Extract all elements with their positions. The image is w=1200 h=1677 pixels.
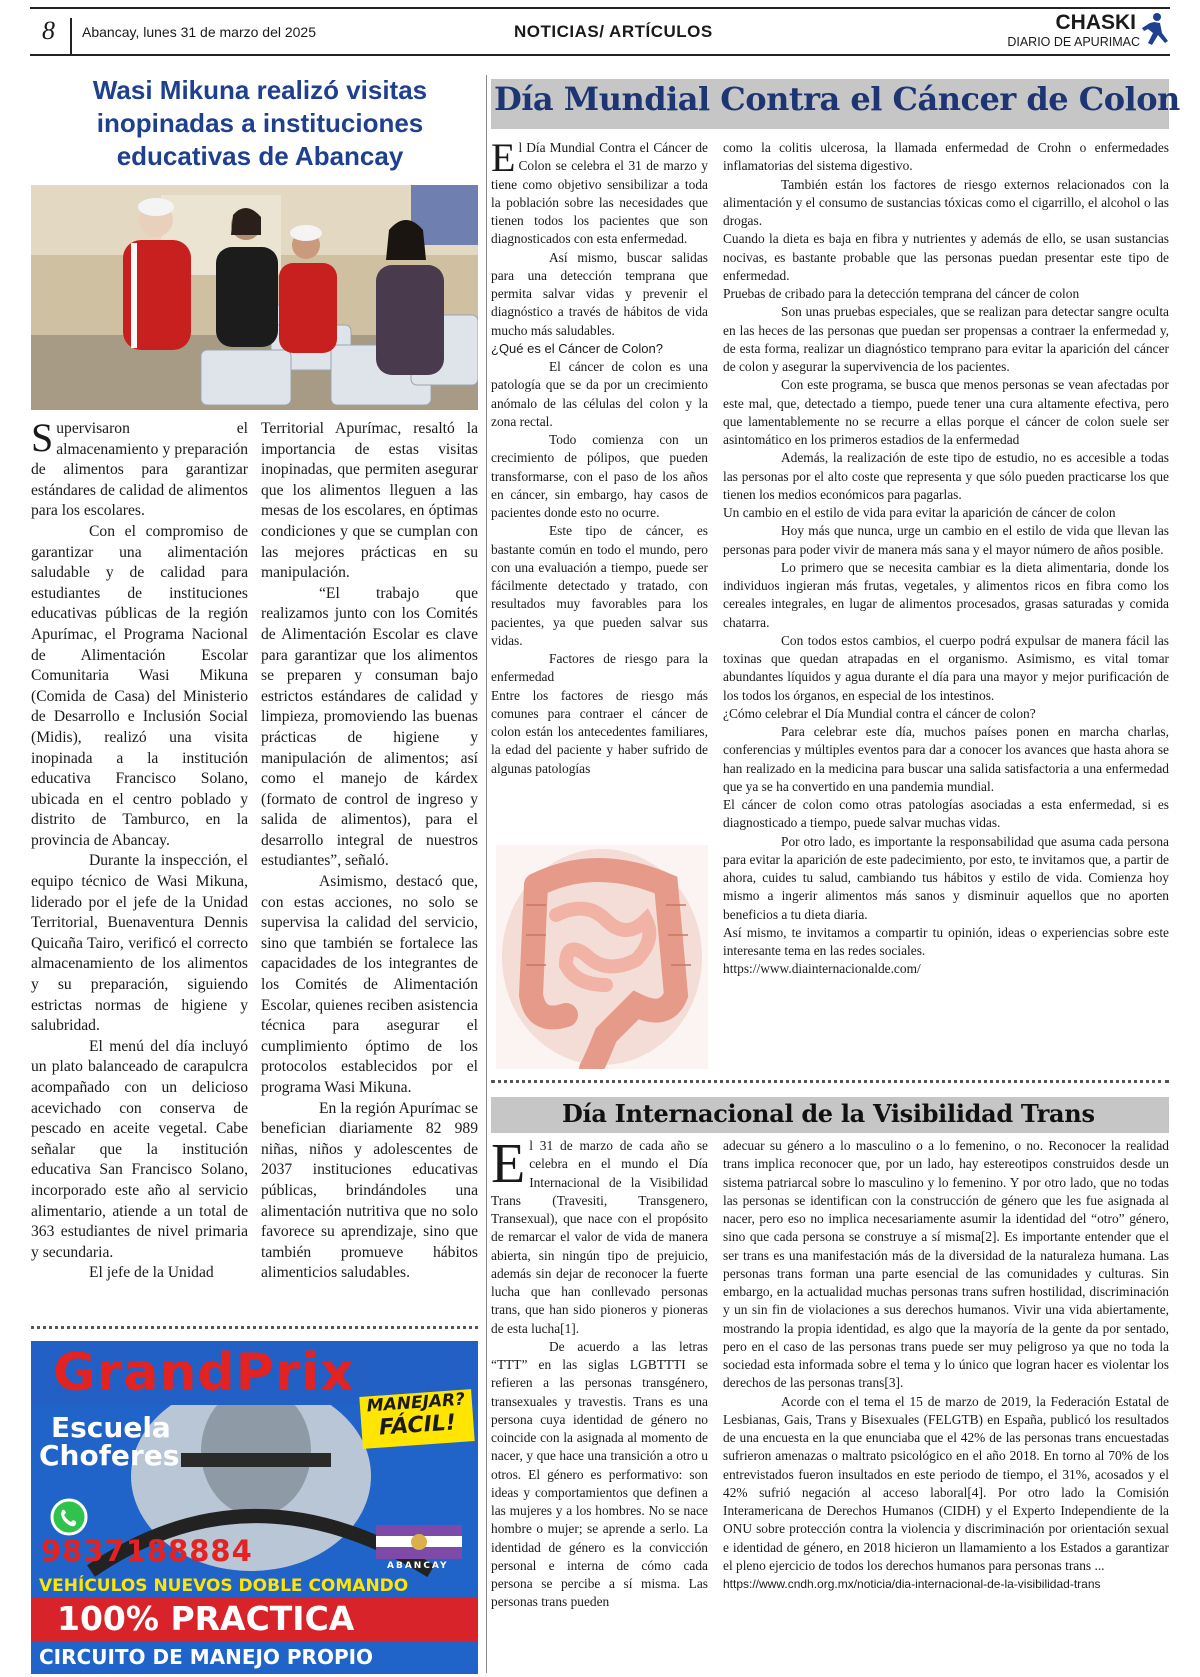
wasi-paragraph: En la región Apurímac se benefician diariamente 82 989 niñas, niños y adolescentes de 2037 instituciones educativas públicas, brindándoles una alimentación nutritiva que no solo favorece su aprendizaje, sino que también promueve hábitos alimenticios saludables. bbox=[261, 1099, 478, 1282]
wasi-paragraph: Durante la inspección, el equipo técnico de Wasi Mikuna, liderado por el jefe de la Unidad Territorial, Buenaventura Dennis Quicaña Tairo, verificó el correcto almacenamiento de los alimentos y su preparación, siguiendo estrictas normas de higiene y salubridad. bbox=[31, 852, 248, 1035]
ad-separator bbox=[31, 1326, 478, 1329]
wasi-paragraph: El menú del día incluyó un plato balanceado de carapulcra acompañado con un delicioso acevichado con conserva de pescado en aceite vegetal. Cabe señalar que la institución educativa San Francisco Solano, incorporado este año al servicio alimentario, atiende a un total de 363 estudiantes de nivel primaria y secundaria. bbox=[31, 1037, 248, 1261]
brand-name: CHASKI bbox=[1055, 11, 1136, 34]
colon-paragraph: Por otro lado, es importante la responsabilidad que asuma cada persona para evitar la aparición de este padecimiento, por esto, te invitamos que, a partir de ahora, cuides tu salud, cambiando tus hábitos y estilo de vida. Comienza hoy mismo a ingerir alimentos más sanos y disminuir aquellos que no aporten beneficios a tu dieta diaria. bbox=[723, 833, 1169, 922]
ad-line-vehicles: VEHÍCULOS NUEVOS DOBLE COMANDO bbox=[39, 1576, 409, 1596]
ad-slogan-question: MANEJAR? bbox=[366, 1389, 466, 1417]
colon-paragraph: Lo primero que se necesita cambiar es la dieta alimentaria, donde los individuos ingieran más frutas, vegetales, y alimentos ricos en fibra como los cereales integrales, en lugar de alimentos procesados, grasas saturadas y comida chatarra. bbox=[723, 559, 1169, 630]
ad-slogan-box bbox=[359, 1389, 474, 1449]
colon-paragraph: También están los factores de riesgo externos relacionados con la alimentación y el consumo de sustancias tóxicas como el cigarrillo, el alcohol o las drogas. bbox=[723, 176, 1169, 228]
wasi-paragraph: Asimismo, destacó que, con estas acciones, no solo se supervisa la calidad del servicio, sino que también se fortalece las capacidades de los integrantes de los Comités de Alimentación Escolar, quienes reciben asistencia técnica para asegurar el cumplimiento óptimo de los protocolos establecidos por el programa Wasi Mikuna. bbox=[261, 873, 478, 1096]
colon-subheading: Pruebas de cribado para la detección temprana del cáncer de colon bbox=[723, 286, 1080, 301]
article-separator bbox=[491, 1080, 1169, 1083]
ad-phone: 9837188884 bbox=[41, 1534, 253, 1568]
chaski-runner-icon bbox=[1140, 11, 1170, 51]
colon-paragraph: Entre los factores de riesgo más comunes para contraer el cáncer de colon están los antecedentes familiares, la edad del paciente y haber sufrido de algunas patologías bbox=[491, 687, 708, 776]
colon-paragraph: Con todos estos cambios, el cuerpo podrá expulsar de manera fácil las toxinas que quedan atrapadas en el organismo. Asimismo, es vital tomar abundantes líquidos y agua durante el día para una mayor y mejor purificación de los todos los órganos, en especial de los intestinos. bbox=[723, 632, 1169, 703]
ad-line-circuit: CIRCUITO DE MANEJO PROPIO bbox=[39, 1645, 374, 1669]
colon-headline: Día Mundial Contra el Cáncer de Colon bbox=[494, 80, 1180, 118]
ad-flag bbox=[376, 1525, 462, 1559]
colon-paragraph: Son unas pruebas especiales, que se realizan para detectar sangre oculta en las heces de las personas que puedan ser propensas a contraer la enfermedad y, de esta forma, realizar un diagnóstico temprano para evitar la aparición del cáncer de colon y asegurar la supervivencia de los pacientes. bbox=[723, 304, 1169, 374]
colon-paragraph: El Día Mundial Contra el Cáncer de Colon se celebra el 31 de marzo y tiene como objetivo sensibilizar a toda la población sobre las necesidades que tienen todos los pacientes que son diagnosticados con esta enfermedad. bbox=[491, 135, 708, 247]
colon-column-right bbox=[723, 139, 1169, 979]
colon-paragraph: Todo comienza con un crecimiento de pólipos, que pueden transformarse, con el paso de los años en cáncer, sin embargo, hay casos de pacientes donde esto no ocurre. bbox=[491, 432, 708, 520]
grandprix-ad bbox=[31, 1341, 478, 1674]
colon-paragraph: Factores de riesgo para la enfermedad bbox=[491, 651, 708, 685]
colon-paragraph: Con este programa, se busca que menos personas se vean afectadas por este mal, que, detectado a tiempo, puede tener una cura altamente efectiva, pero que lamentablemente no se recurre a ellas porque el cáncer de colon suele ser asintomático en los primeros estadios de la enfermedad bbox=[723, 377, 1169, 447]
colon-illustration bbox=[496, 845, 708, 1069]
whatsapp-icon bbox=[49, 1497, 89, 1537]
trans-headline: Día Internacional de la Visibilidad Trans bbox=[562, 1099, 1095, 1128]
colon-paragraph: Así mismo, te invitamos a compartir tu opinión, ideas o experiencias sobre este interesante tema en las redes sociales. bbox=[723, 924, 1169, 958]
wasi-paragraph: Territorial Apurímac, resaltó la importancia de estas visitas inopinadas, que permiten asegurar que los alimentos lleguen a las mesas de los escolares, en óptimas condiciones y que se cumplan con las mejores prácticas en su manipulación. bbox=[261, 420, 478, 582]
wasi-headline: Wasi Mikuna realizó visitas inopinadas a instituciones educativas de Abancay bbox=[92, 75, 428, 171]
header-date: Abancay, lunes 31 de marzo del 2025 bbox=[82, 24, 317, 40]
colon-subheading: ¿Qué es el Cáncer de Colon? bbox=[491, 340, 663, 356]
ad-line-practica: 100% PRACTICA bbox=[57, 1599, 355, 1638]
ad-brand: GrandPrix bbox=[53, 1343, 355, 1403]
colon-paragraph: Este tipo de cáncer, es bastante común en todo el mundo, pero con una evaluación a tiempo, puede ser fácilmente detectado y tratado, con resultados muy favorables para los pacientes, ya que pueden salvar sus vidas. bbox=[491, 523, 708, 648]
trans-column-left bbox=[491, 1133, 708, 1612]
trans-column-right bbox=[723, 1137, 1169, 1593]
ad-school-line2: Choferes bbox=[39, 1439, 180, 1472]
header-bottom-rule bbox=[30, 54, 1170, 56]
colon-paragraph: El cáncer de colon como otras patologías asociadas a esta enfermedad, si es diagnosticado a tiempo, puede salvar muchas vidas. bbox=[723, 797, 1169, 831]
colon-subheading: ¿Cómo celebrar el Día Mundial contra el cáncer de colon? bbox=[723, 705, 1036, 721]
photo-inspection-kitchen bbox=[31, 185, 478, 410]
colon-paragraph: Cuando la dieta es baja en fibra y nutrientes y además de ello, se usan sustancias nocivas, es bastante probable que las personas puedan presentar este tipo de enfermedad. bbox=[723, 231, 1169, 283]
trans-paragraph: De acuerdo a las letras “TTT” en las siglas LGBTTTI se refieren a las personas transgénero, transexuales y travestis. Trans es una persona cuya identidad de género no coincide con la asignada al momento de nacer, y que hace una transición a otro u otros. El género es performativo: son ideas y comportamientos que definen a las mujeres y a los hombres. No se nace hombre o mujer; se aprende a serlo. La identidad de género es la convicción personal e interna de cómo cada persona se percibe a sí misma. Las personas trans pueden bbox=[491, 1338, 708, 1610]
trans-paragraph: Acorde con el tema el 15 de marzo de 2019, la Federación Estatal de Lesbianas, Gais, Trans y Bisexuales (FELGTB) en España, publicó los resultados de una encuesta en la que enunciaba que el 42% de las personas trans encuestadas sufrieron amenazas o maltrato psicológico en el año 2018. En torno al 70% de los entrevistados fueron insultados en este periodo de tiempo, el 31%, acosados y el 42% sufrió negación al acceso laboral[4]. Por otro lado la Comisión Interamericana de Derechos Humanos (CIDH) y el Experto Independiente de la ONU sobre protección contra la violencia y discriminación por orientación sexual e identidad de género, en 2018 hicieron un llamamiento a los Estados a garantizar el pleno ejercicio de todos los derechos humanos para personas trans ... bbox=[723, 1393, 1169, 1573]
drop-cap: S bbox=[31, 415, 54, 460]
colon-paragraph: Además, la realización de este tipo de estudio, no es accesible a todas las personas por el alto coste que representa y que sólo pueden practicarse los que tienen los medios económicos para pagarlas. bbox=[723, 450, 1169, 502]
wasi-paragraph: El jefe de la Unidad bbox=[89, 1264, 214, 1282]
ad-slogan-answer: FÁCIL! bbox=[378, 1410, 457, 1441]
colon-subheading: Un cambio en el estilo de vida para evitar la aparición de cáncer de colon bbox=[723, 505, 1116, 520]
trans-paragraph: El 31 de marzo de cada año se celebra en el mundo el Día Internacional de la Visibilidad Trans (Travesiti, Transgenero, Transexual), que nace con el propósito de remarcar el valor de vida de manera abierta, sin ningún tipo de prejuicio, además sin dejar de reconocer la fuerte lucha que han conllevado personas trans, que han sido pioneros y pioneras de esta lucha[1]. bbox=[491, 1133, 708, 1336]
column-divider bbox=[486, 75, 487, 1673]
drop-cap: E bbox=[491, 1133, 526, 1195]
colon-paragraph: como la colitis ulcerosa, la llamada enfermedad de Crohn o enfermedades inflamatorias del sistema digestivo. bbox=[723, 140, 1169, 174]
colon-paragraph: Para celebrar este día, muchos países ponen en marcha charlas, conferencias y múltiples eventos para dar a conocer los avances que hasta ahora se han realizado en la medicina para buscar una salida satisfactoria a una enfermedad que ya se ha convertido en una pandemia mundial. bbox=[723, 724, 1169, 794]
header-top-rule bbox=[30, 7, 1170, 9]
header-divider bbox=[70, 18, 72, 54]
wasi-paragraph: Supervisaron el almacenamiento y preparación de alimentos para garantizar estándares de calidad de alimentos para los escolares. bbox=[31, 415, 248, 520]
brand-subtitle: DIARIO DE APURIMAC bbox=[1007, 35, 1140, 49]
colon-paragraph: Hoy más que nunca, urge un cambio en el estilo de vida que llevan las personas para poder vivir de manera más sana y el mayor número de años posible. bbox=[723, 523, 1169, 557]
ad-school-line1: Escuela bbox=[51, 1411, 171, 1444]
section-label: NOTICIAS/ ARTÍCULOS bbox=[514, 22, 713, 41]
colon-paragraph: El cáncer de colon es una patología que se da por un crecimiento anómalo de las células del colon y la zona rectal. bbox=[491, 359, 708, 429]
trans-paragraph: adecuar su género a lo masculino o a lo femenino, o no. Reconocer la realidad trans implica reconocer que, por un lado, hay estereotipos construidos desde un sistema patriarcal sobre lo masculino y lo femenino. Y por otro lado, que no todas las personas se identifican con la construcción de género que les fue asignada al nacer, pero eso no implica necesariamente asumir la identidad del “otro” género, sino que cada persona se construye a sí misma[2]. Es importante entender que el ser trans es una manifestación más de la diversidad de la naturaleza humana. Las personas trans forman una parte esencial de las comunidades y culturas. Sin embargo, en la actualidad muchas personas trans sufren hostilidad, discriminación y un sin fin de violaciones a sus derechos humanos. Vivir una vida abiertamente, mostrando la propia identidad, es algo que la mayoría de la gente da por sentado, pero en el caso de las personas trans puede ser muy peligroso ya que no toda la sociedad esta informada sobre el tema y lo único que logran hacer es violentar los derechos de las personas trans[3]. bbox=[723, 1138, 1169, 1391]
colon-source-link[interactable]: https://www.diainternacionalde.com/ bbox=[723, 961, 921, 977]
ad-city: ABANCAY bbox=[387, 1561, 449, 1571]
trans-source-link[interactable]: https://www.cndh.org.mx/noticia/dia-internacional-de-la-visibilidad-trans bbox=[723, 1577, 1101, 1591]
wasi-paragraph: “El trabajo que realizamos junto con los Comités de Alimentación Escolar es clave para garantizar que los alimentos se preparen y consuman bajo estrictos estándares de calidad y limpieza, promoviendo las buenas prácticas de higiene y manipulación de alimentos; así como el manejo de kárdex (formato de control de ingreso y salida de alimentos), para el desarrollo integral de nuestros estudiantes”, señaló. bbox=[261, 584, 478, 870]
wasi-column-2 bbox=[261, 419, 478, 1284]
wasi-paragraph: Con el compromiso de garantizar una alimentación saludable y de calidad para estudiantes de instituciones educativas públicas de la región Apurímac, el Programa Nacional de Alimentación Escolar Comunitaria Wasi Mikuna (Comida de Casa) del Ministerio de Desarrollo e Inclusión Social (Midis), realizó una visita inopinada a la institución educativa Francisco Solano, ubicada en el centro poblado y distrito de Tamburco, en la provincia de Abancay. bbox=[31, 522, 248, 849]
page-number: 8 bbox=[42, 16, 55, 45]
wasi-column-1 bbox=[31, 415, 248, 1284]
drop-cap: E bbox=[491, 135, 516, 180]
colon-column-left bbox=[491, 135, 708, 778]
colon-paragraph: Así mismo, buscar salidas para una detección temprana que permita salvar vidas y prevenir el diagnóstico a través de hábitos de vida mucho más saludables. bbox=[491, 249, 708, 338]
